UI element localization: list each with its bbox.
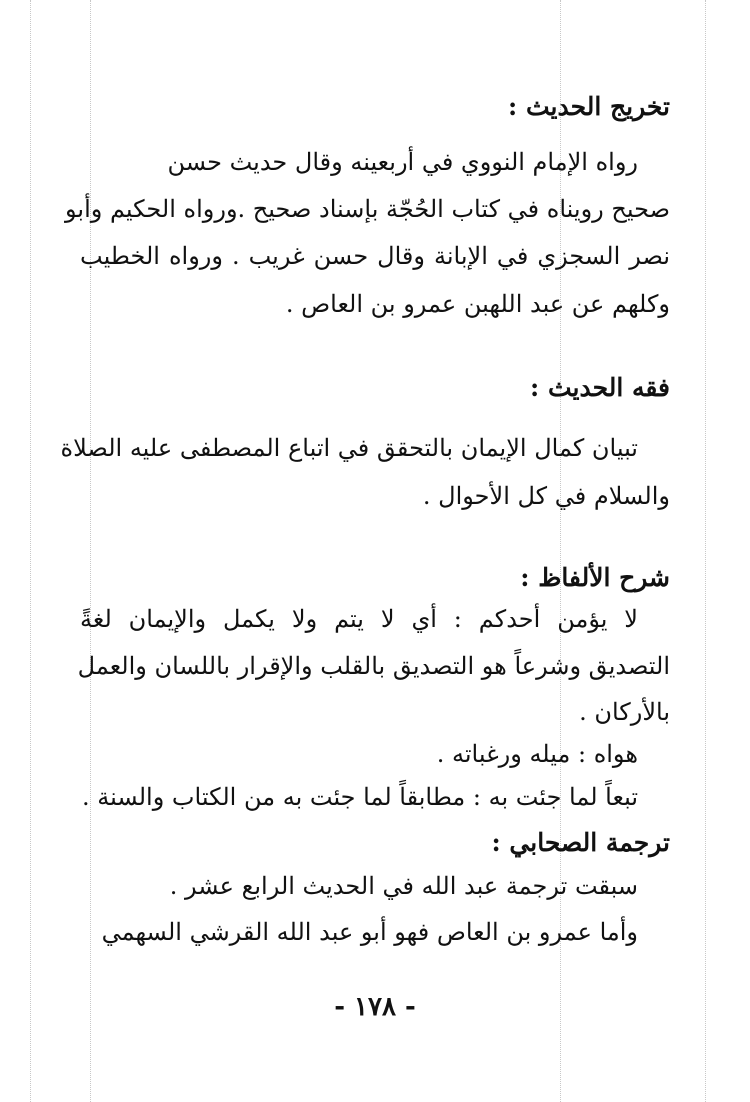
- scan-guide-line: [705, 0, 706, 1102]
- section-heading-sharh: شرح الألفاظ :: [520, 563, 670, 592]
- paragraph-line: وأما عمرو بن العاص فهو أبو عبد الله القرشي السهمي: [101, 918, 638, 946]
- paragraph-line: والسلام في كل الأحوال .: [422, 482, 670, 510]
- section-heading-fiqh: فقه الحديث :: [530, 373, 670, 402]
- paragraph-line: تبعاً لما جئت به : مطابقاً لما جئت به من الكتاب والسنة .: [81, 783, 638, 811]
- paragraph-line: نصر السجزي في الإبانة وقال حسن غريب . ورواه الخطيب: [80, 242, 670, 270]
- paragraph-line: تبيان كمال الإيمان بالتحقق في اتباع المصطفى عليه الصلاة: [60, 434, 638, 462]
- paragraph-line: صحيح رويناه في كتاب الحُجّة بإسناد صحيح .ورواه الحكيم وأبو: [64, 195, 670, 223]
- page-number: - ١٧٨ -: [334, 992, 416, 1022]
- scan-guide-line: [30, 0, 31, 1102]
- paragraph-line: هواه : ميله ورغباته .: [436, 740, 638, 768]
- paragraph-line: لا يؤمن أحدكم : أي لا يتم ولا يكمل والإيمان لغةً: [80, 605, 638, 633]
- paragraph-line: وكلهم عن عبد اللهبن عمرو بن العاص .: [285, 290, 670, 318]
- paragraph-line: رواه الإمام النووي في أربعينه وقال حديث حسن: [167, 148, 638, 176]
- section-heading-tarjama: ترجمة الصحابي :: [491, 828, 670, 857]
- section-heading-takhrij: تخريج الحديث :: [508, 92, 670, 121]
- paragraph-line: بالأركان .: [579, 698, 670, 726]
- scan-guide-line: [90, 0, 91, 1102]
- paragraph-line: سبقت ترجمة عبد الله في الحديث الرابع عشر .: [169, 872, 638, 900]
- paragraph-line: التصديق وشرعاً هو التصديق بالقلب والإقرار باللسان والعمل: [77, 652, 670, 680]
